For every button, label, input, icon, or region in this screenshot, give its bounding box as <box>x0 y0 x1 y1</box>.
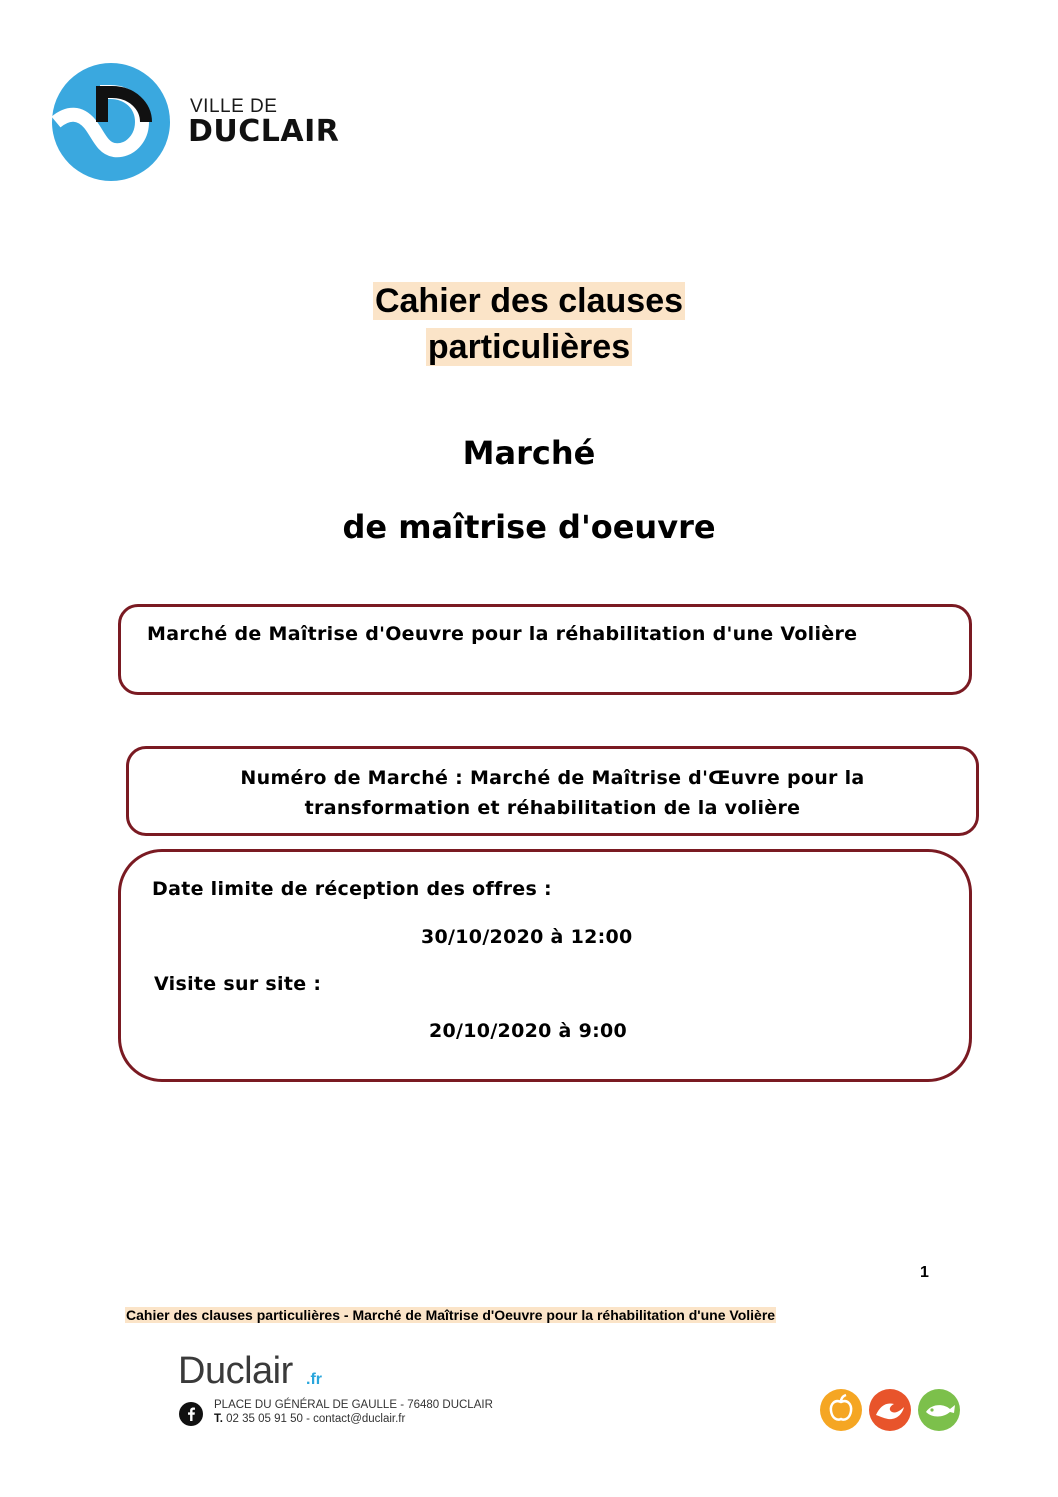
footer-phone-prefix: T. <box>214 1413 223 1425</box>
contract-number-line-2: transformation et réhabilitation de la volière <box>304 797 801 819</box>
apple-icon <box>819 1388 863 1432</box>
footer-contact: 02 35 05 91 50 - contact@duclair.fr <box>226 1413 406 1425</box>
logo-duclair: DUCLAIR <box>188 114 340 149</box>
subtitle-line-1: Marché <box>462 434 596 472</box>
contract-number-line-1: Numéro de Marché : Marché de Maîtrise d'Œuvre pour la <box>240 767 865 789</box>
dates-box <box>118 849 972 1082</box>
title-line-1: Cahier des clauses <box>374 282 684 320</box>
footer-brand: Duclair <box>178 1350 293 1392</box>
footer-contact-line <box>214 1413 405 1425</box>
page-number: 1 <box>920 1264 929 1281</box>
running-footer: Cahier des clauses particulières - Marché de Maîtrise d'Oeuvre pour la réhabilitation d'une Volière <box>126 1307 776 1323</box>
duclair-logo-icon <box>50 62 172 182</box>
footer-brand-suffix: .fr <box>306 1371 322 1388</box>
logo-ville-de: VILLE DE <box>190 96 278 117</box>
document-title <box>0 278 1058 370</box>
wave-icon <box>868 1388 912 1432</box>
visit-value: 20/10/2020 à 9:00 <box>429 1020 628 1042</box>
object-text: Marché de Maîtrise d'Oeuvre pour la réhabilitation d'une Volière <box>147 623 858 645</box>
fish-icon <box>917 1388 961 1432</box>
visit-label: Visite sur site : <box>154 973 322 995</box>
object-box <box>118 604 972 695</box>
deadline-label: Date limite de réception des offres : <box>152 878 552 900</box>
facebook-icon[interactable] <box>179 1402 203 1426</box>
footer-address: PLACE DU GÉNÉRAL DE GAULLE - 76480 DUCLAIR <box>214 1399 493 1411</box>
deadline-value: 30/10/2020 à 12:00 <box>421 926 633 948</box>
contract-number-text <box>129 763 976 823</box>
contract-number-box <box>126 746 979 836</box>
title-line-2: particulières <box>427 328 631 366</box>
subtitle-line-2: de maîtrise d'oeuvre <box>342 508 716 546</box>
